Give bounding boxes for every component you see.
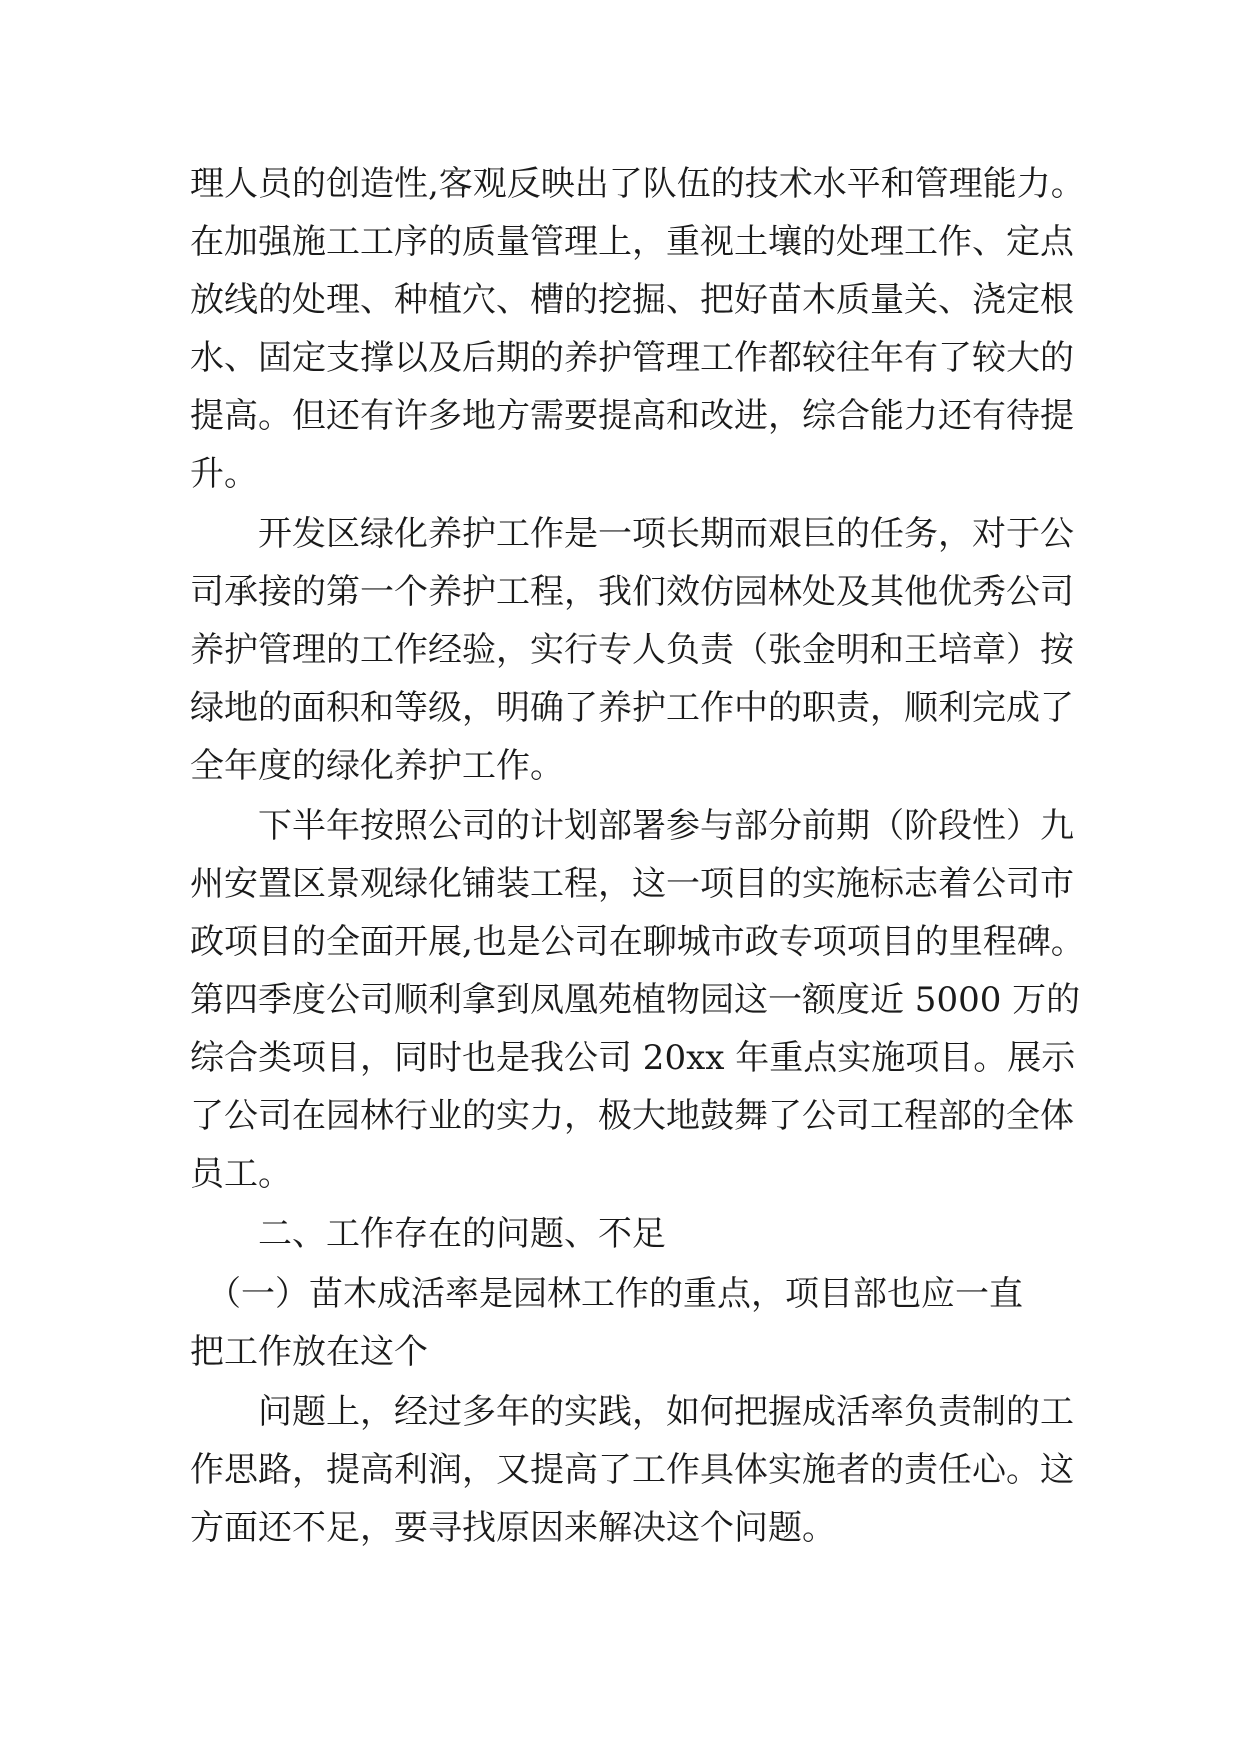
text-line: 方面还不足，要寻找原因来解决这个问题。 — [190, 1508, 836, 1548]
text-line: 作思路，提高利润，又提高了工作具体实施者的责任心。这 — [190, 1450, 1074, 1490]
text-line: 把工作放在这个 — [190, 1332, 428, 1372]
text-line: 司承接的第一个养护工程，我们效仿园林处及其他优秀公司 — [190, 572, 1074, 612]
text-line: 养护管理的工作经验，实行专人负责（张金明和王培章）按 — [190, 630, 1074, 670]
text-line: 开发区绿化养护工作是一项长期而艰巨的任务，对于公 — [190, 514, 1074, 554]
text-line: 员工。 — [190, 1154, 292, 1194]
text-line: 问题上，经过多年的实践，如何把握成活率负责制的工 — [190, 1392, 1074, 1432]
text-line: 了公司在园林行业的实力，极大地鼓舞了公司工程部的全体 — [190, 1096, 1074, 1136]
text-line: 第四季度公司顺利拿到凤凰苑植物园这一额度近 5000 万的 — [190, 980, 1081, 1020]
text-line: 放线的处理、种植穴、槽的挖掘、把好苗木质量关、浇定根 — [190, 280, 1074, 320]
text-line: 理人员的创造性,客观反映出了队伍的技术水平和管理能力。 — [190, 164, 1085, 204]
text-line: 下半年按照公司的计划部署参与部分前期（阶段性）九 — [190, 806, 1074, 846]
text-line: 提高。但还有许多地方需要提高和改进，综合能力还有待提 — [190, 396, 1074, 436]
text-line: 在加强施工工序的质量管理上，重视土壤的处理工作、定点 — [190, 222, 1074, 262]
text-line: 全年度的绿化养护工作。 — [190, 746, 564, 786]
text-line: 政项目的全面开展,也是公司在聊城市政专项项目的里程碑。 — [190, 922, 1085, 962]
text-line: 绿地的面积和等级，明确了养护工作中的职责，顺利完成了 — [190, 688, 1074, 728]
text-line: 升。 — [190, 454, 258, 494]
section-heading: 二、工作存在的问题、不足 — [190, 1214, 666, 1254]
text-line: 水、固定支撑以及后期的养护管理工作都较往年有了较大的 — [190, 338, 1074, 378]
text-line: 综合类项目，同时也是我公司 20xx 年重点实施项目。展示 — [190, 1038, 1076, 1078]
text-line: 州安置区景观绿化铺装工程，这一项目的实施标志着公司市 — [190, 864, 1074, 904]
text-line: （一）苗木成活率是园林工作的重点，项目部也应一直 — [190, 1274, 1023, 1314]
